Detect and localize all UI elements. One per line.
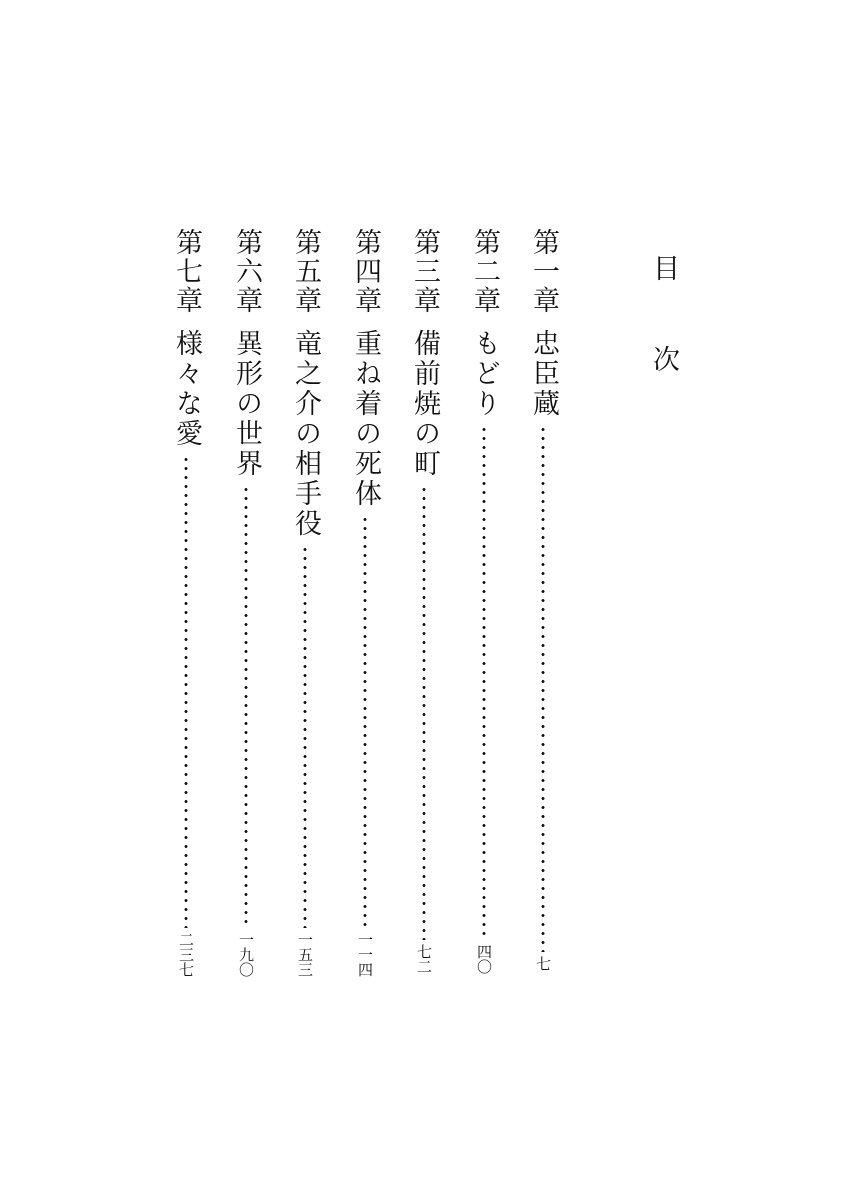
toc-entry-6[interactable] [229, 228, 263, 977]
chapter-title: 異形の世界 [231, 329, 262, 479]
chapter-label: 第四章 [350, 228, 381, 315]
toc-entry-4[interactable] [348, 228, 382, 977]
dot-leader [244, 485, 248, 928]
page-number: 七 [534, 956, 552, 971]
dot-leader [184, 455, 188, 928]
chapter-label: 第三章 [409, 228, 440, 315]
toc-entry-7[interactable] [169, 228, 203, 977]
dot-leader [363, 515, 367, 928]
page-number: 一五三 [296, 932, 314, 977]
toc-heading: 目次 [648, 254, 679, 436]
dot-leader [541, 425, 545, 952]
chapter-label: 第六章 [231, 228, 262, 315]
dot-leader [303, 545, 307, 928]
page-number: 一九〇 [237, 932, 255, 977]
chapter-label: 第五章 [290, 228, 321, 315]
chapter-title: 忠臣蔵 [528, 329, 559, 419]
chapter-label: 第二章 [469, 228, 500, 315]
chapter-title: 様々な愛 [171, 329, 202, 449]
chapter-label: 第七章 [171, 228, 202, 315]
dot-leader [422, 485, 426, 940]
chapter-label: 第一章 [528, 228, 559, 315]
chapter-title: もどり [469, 329, 500, 419]
toc-entry-3[interactable] [407, 228, 441, 974]
page-number: 七二 [415, 944, 433, 974]
toc-entry-5[interactable] [288, 228, 322, 977]
toc-entry-1[interactable] [526, 228, 560, 971]
chapter-title: 竜之介の相手役 [290, 329, 321, 539]
page-number: 二三七 [177, 932, 195, 977]
page-number: 四〇 [475, 944, 493, 974]
page-number: 一一四 [356, 932, 374, 977]
chapter-title: 重ね着の死体 [350, 329, 381, 509]
dot-leader [482, 425, 486, 940]
chapter-title: 備前焼の町 [409, 329, 440, 479]
toc-entry-2[interactable] [467, 228, 501, 974]
